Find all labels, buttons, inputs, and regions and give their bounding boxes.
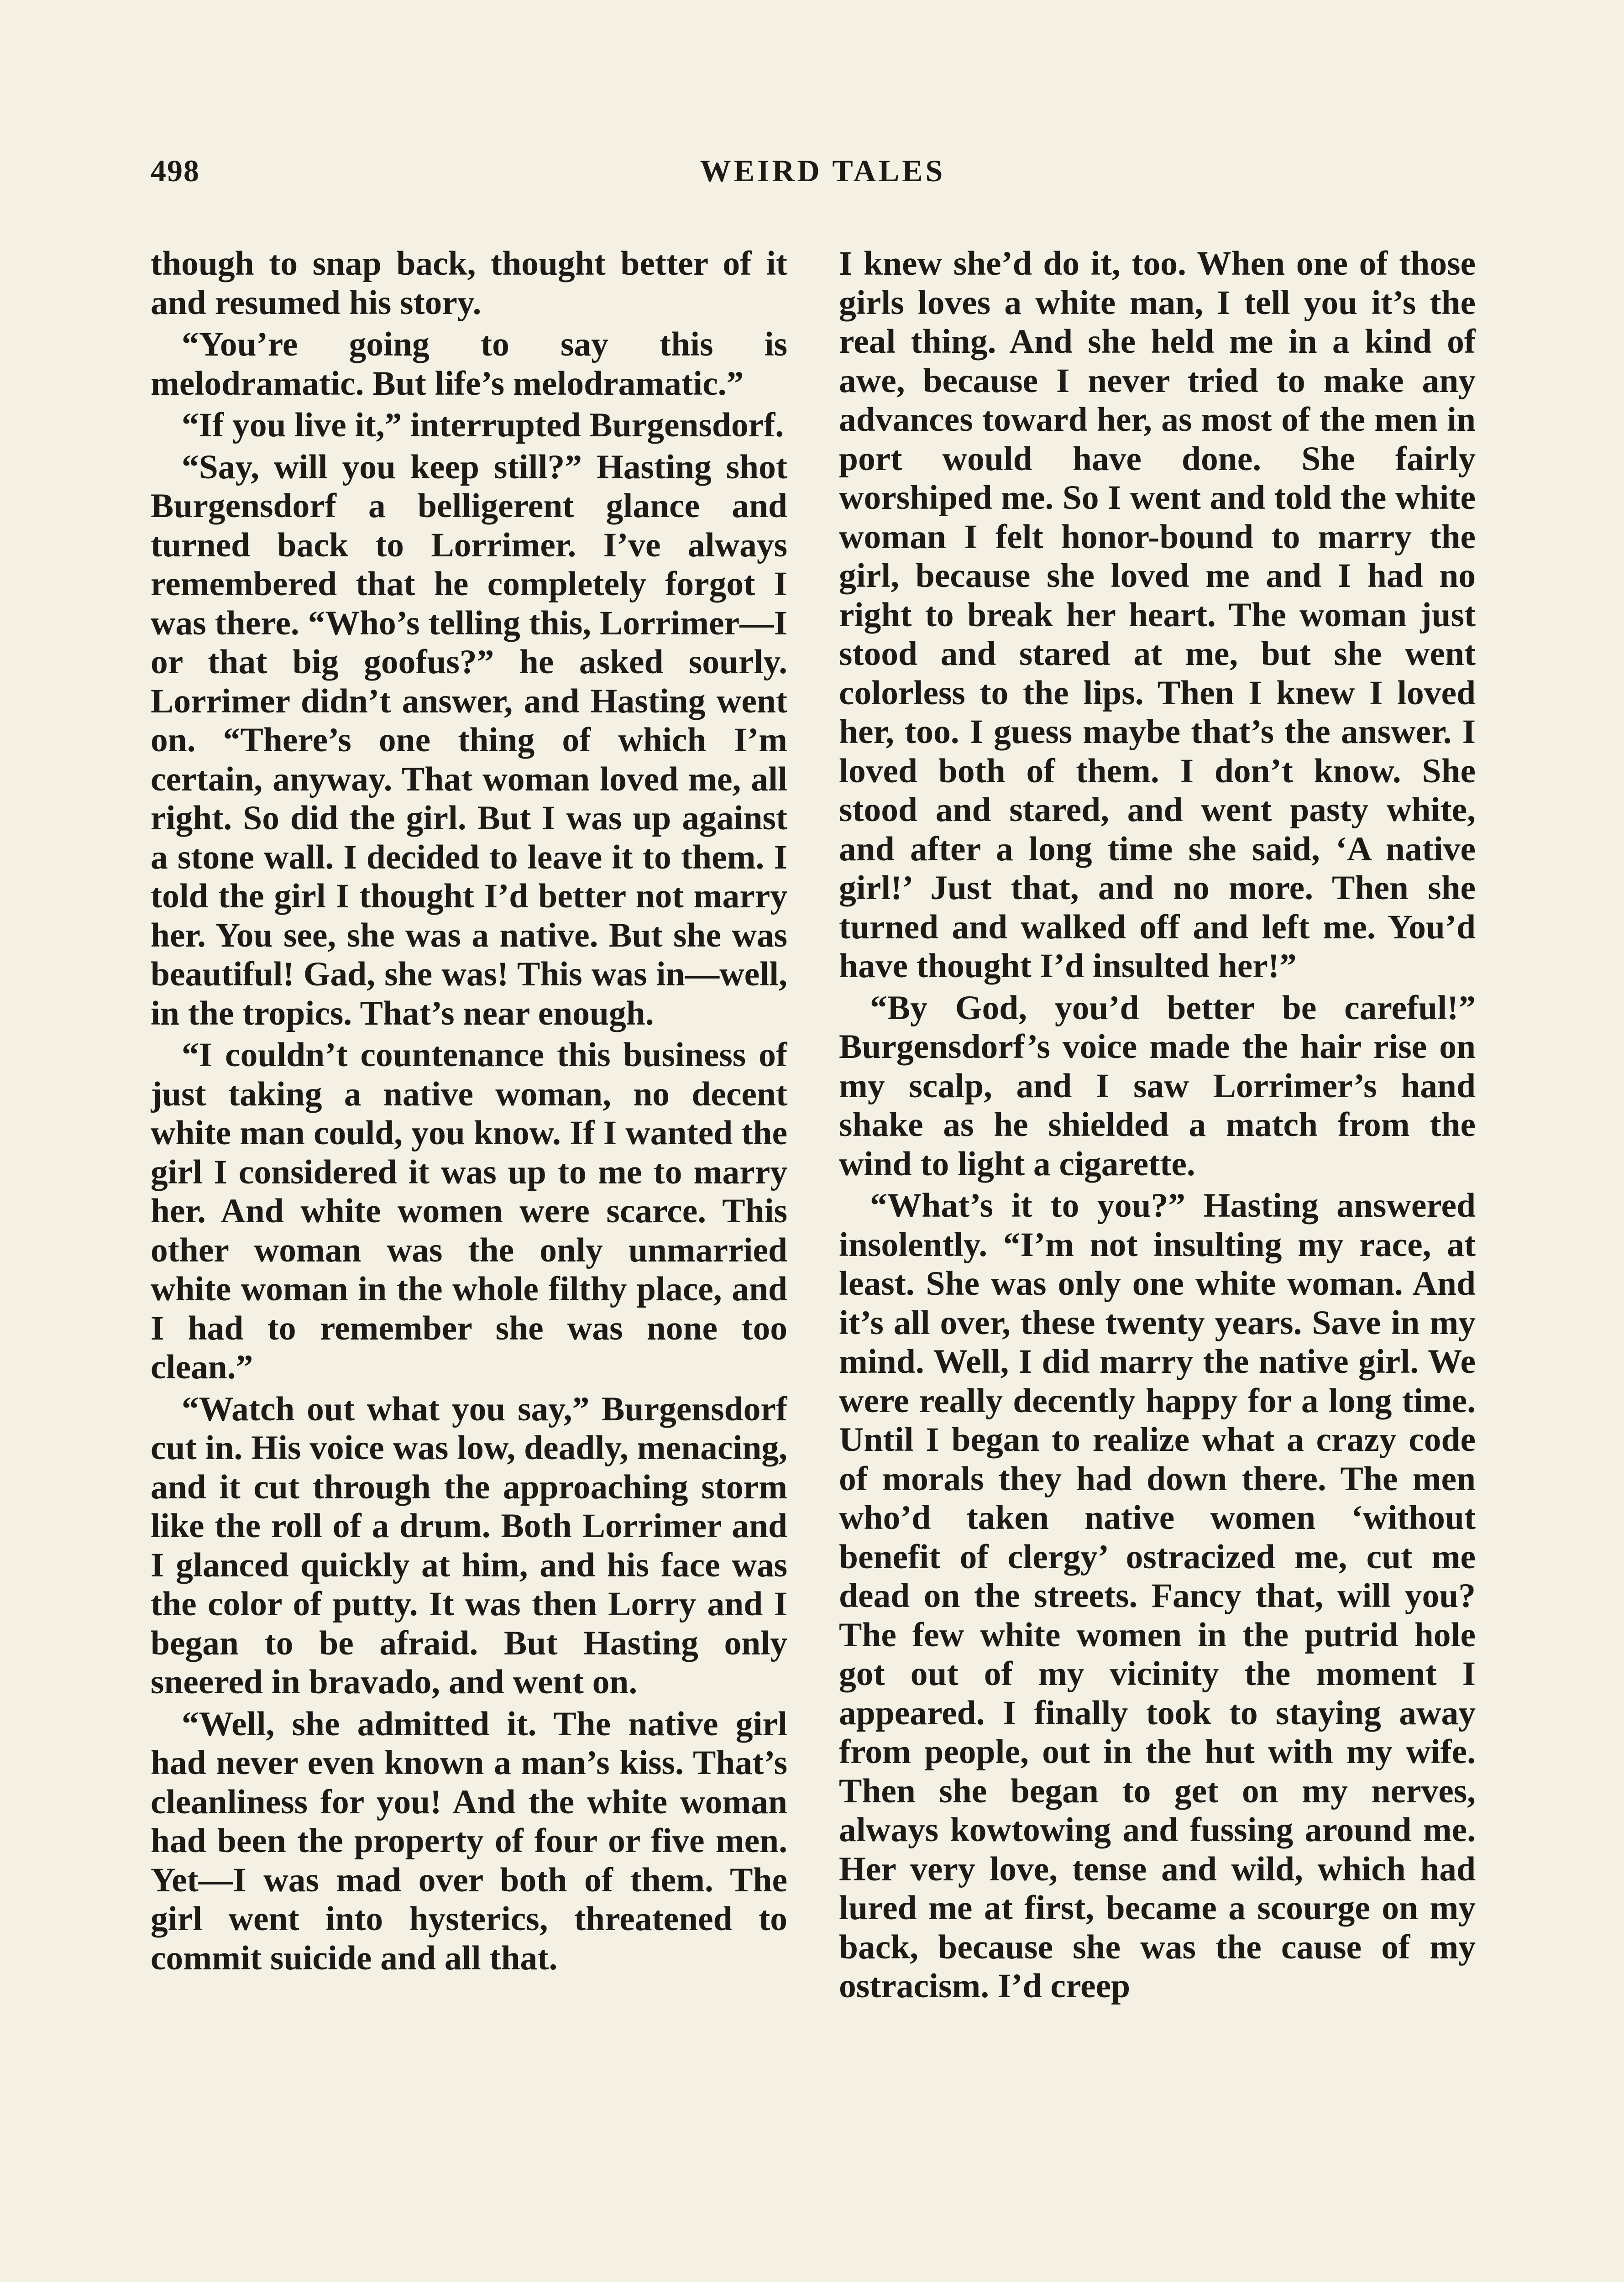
- left-paragraph-3: “If you live it,” interrupted Burgensdorf.: [182, 406, 784, 444]
- page-number: 498: [151, 153, 200, 188]
- left-paragraph-7: “Well, she admitted it. The native girl had never even known a man’s kiss. That’s cleanliness for you! And the white woman had been the property of four or five men. Yet—I was mad over both of them. The girl went into hysterics, threatened to commit suicide and all that.: [151, 1705, 787, 1977]
- right-paragraph-1: I knew she’d do it, too. When one of those girls loves a white man, I tell you it’s the real thing. And she held me in a kind of awe, because I never tried to make any advances toward her, as most of the men in port would have done. She fairly worshiped me. So I went and told the white woman I felt honor-bound to marry the girl, because she loved me and I had no right to break her heart. The woman just stood and stared at me, but she went colorless to the lips. Then I knew I loved her, too. I guess maybe that’s the answer. I loved both of them. I don’t know. She stood and stared, and went pasty white, and after a long time she said, ‘A native girl!’ Just that, and no more. Then she turned and walked off and left me. You’d have thought I’d insulted her!”: [839, 245, 1476, 985]
- left-paragraph-4: “Say, will you keep still?” Hasting shot Burgensdorf a belligerent glance and turned back to Lorrimer. I’ve always remembered that he completely forgot I was there. “Who’s telling this, Lorrimer—I or that big goofus?” he asked sourly. Lorrimer didn’t answer, and Hasting went on. “There’s one thing of which I’m certain, anyway. That woman loved me, all right. So did the girl. But I was up against a stone wall. I decided to leave it to them. I told the girl I thought I’d better not marry her. You see, she was a native. But she was beautiful! Gad, she was! This was in—well, in the tropics. That’s near enough.: [151, 448, 787, 1032]
- left-paragraph-6: “Watch out what you say,” Burgensdorf cut in. His voice was low, deadly, menacing, and it cut through the approaching storm like the roll of a drum. Both Lorrimer and I glanced quickly at him, and his face was the color of putty. It was then Lorry and I began to be afraid. But Hasting only sneered in bravado, and went on.: [151, 1390, 787, 1701]
- left-text-column: [151, 244, 787, 2282]
- right-text-column: [839, 244, 1476, 2282]
- left-paragraph-5: “I couldn’t countenance this business of just taking a native woman, no decent white man could, you know. If I wanted the girl I considered it was up to me to marry her. And white women were scarce. This other woman was the only unmarried white woman in the whole filthy place, and I had to remember she was none too clean.”: [151, 1036, 787, 1386]
- page-header: [151, 153, 1495, 194]
- right-paragraph-2: “By God, you’d better be careful!” Burgensdorf’s voice made the hair rise on my scalp, and I saw Lorrimer’s hand shake as he shielded a match from the wind to light a cigarette.: [839, 989, 1476, 1183]
- left-paragraph-2: “You’re going to say this is melodramatic. But life’s melodramatic.”: [151, 325, 787, 403]
- left-paragraph-1: though to snap back, thought better of it and resumed his story.: [151, 245, 787, 322]
- running-title: WEIRD TALES: [700, 153, 946, 188]
- right-paragraph-3: “What’s it to you?” Hasting answered insolently. “I’m not insulting my race, at least. She was only one white woman. And it’s all over, these twenty years. Save in my mind. Well, I did marry the native girl. We were really decently happy for a long time. Until I began to realize what a crazy code of morals they had down there. The men who’d taken native women ‘without benefit of clergy’ ostracized me, cut me dead on the streets. Fancy that, will you? The few white women in the putrid hole got out of my vicinity the moment I appeared. I finally took to staying away from people, out in the hut with my wife. Then she began to get on my nerves, always kowtowing and fussing around me. Her very love, tense and wild, which had lured me at first, became a scourge on my back, because she was the cause of my ostracism. I’d creep: [839, 1187, 1476, 2005]
